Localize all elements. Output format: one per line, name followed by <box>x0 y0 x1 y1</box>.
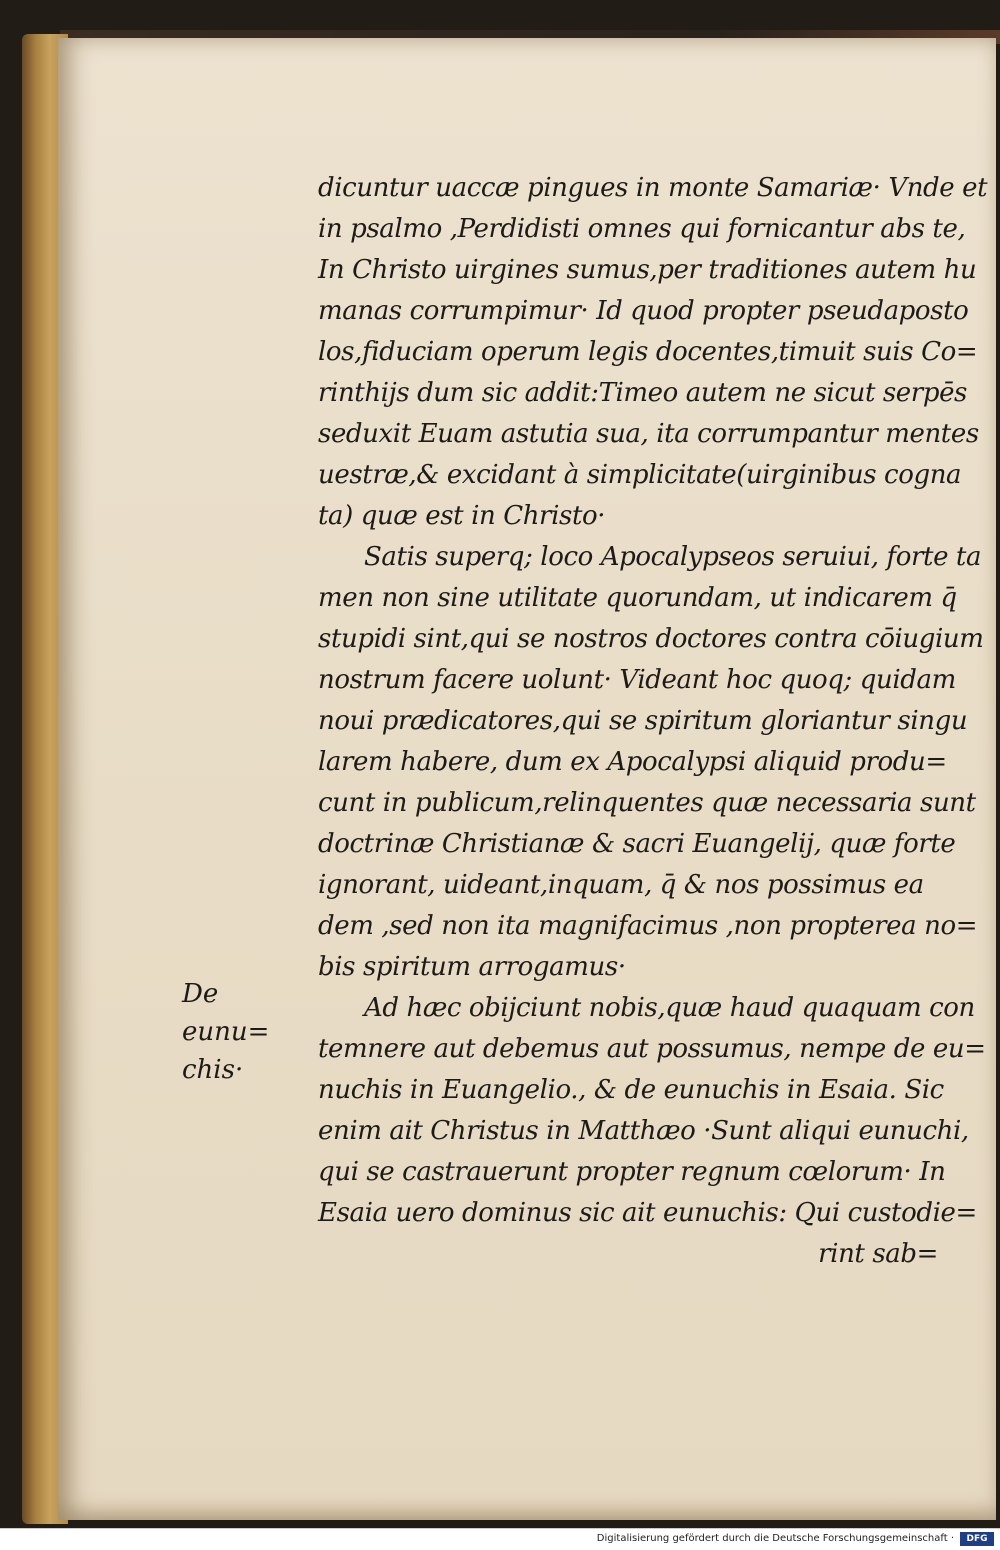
text-line: dicuntur uaccæ pingues in monte Samariæ· Vnde et <box>318 173 988 203</box>
text-line: enim ait Christus in Matthæo ·Sunt aliqui eunuchi, <box>318 1116 969 1146</box>
footer-credit: Digitalisierung gefördert durch die Deutsche Forschungsgemeinschaft · <box>596 1533 954 1544</box>
text-line: qui se castrauerunt propter regnum cœlorum· In <box>318 1157 946 1187</box>
margin-note <box>182 975 312 1089</box>
text-line: los,fiduciam operum legis docentes,timuit suis Co= <box>318 337 978 367</box>
text-line: in psalmo ,Perdidisti omnes qui fornicantur abs te, <box>318 214 966 244</box>
text-line: nuchis in Euangelio., & de eunuchis in Esaia. Sic <box>318 1075 944 1105</box>
text-line: dem ,sed non ita magnifacimus ,non propterea no= <box>318 911 978 941</box>
text-line: ignorant, uideant,inquam, q̄ & nos possimus ea <box>318 870 924 900</box>
body-text <box>318 168 988 1275</box>
text-line: uestræ,& excidant à simplicitate(uirginibus cogna <box>318 460 962 490</box>
text-line: bis spiritum arrogamus· <box>318 952 626 982</box>
text-line: seduxit Euam astutia sua, ita corrumpantur mentes <box>318 419 979 449</box>
text-line: rinthijs dum sic addit:Timeo autem ne sicut serpēs <box>318 378 967 408</box>
text-line: nostrum facere uolunt· Videant hoc quoq; quidam <box>318 665 956 695</box>
text-line: temnere aut debemus aut possumus, nempe de eu= <box>318 1034 986 1064</box>
text-line: In Christo uirgines sumus,per traditiones autem hu <box>318 255 977 285</box>
margin-note-line: De eunu= <box>182 979 270 1047</box>
text-line: Ad hæc obijciunt nobis,quæ haud quaquam con <box>364 993 975 1023</box>
text-line: larem habere, dum ex Apocalypsi aliquid produ= <box>318 747 947 777</box>
text-line: stupidi sint,qui se nostros doctores contra cōiugium <box>318 624 984 654</box>
text-line: cunt in publicum,relinquentes quæ necessaria sunt <box>318 788 976 818</box>
text-line: doctrinæ Christianæ & sacri Euangelij, quæ forte <box>318 829 956 859</box>
text-line: manas corrumpimur· Id quod propter pseudaposto <box>318 296 969 326</box>
text-line: noui prædicatores,qui se spiritum gloriantur singu <box>318 706 968 736</box>
digitization-footer <box>0 1528 1000 1550</box>
dfg-logo: DFG <box>960 1532 994 1546</box>
text-line: Esaia uero dominus sic ait eunuchis: Qui custodie= <box>318 1198 977 1228</box>
text-line: men non sine utilitate quorundam, ut indicarem q̄ <box>318 583 957 613</box>
text-line: Satis superq; loco Apocalypseos seruiui, forte ta <box>364 542 982 572</box>
text-line: ta) quæ est in Christo· <box>318 501 606 531</box>
margin-note-line: chis· <box>182 1055 244 1085</box>
catchword: rint sab= <box>818 1239 938 1269</box>
